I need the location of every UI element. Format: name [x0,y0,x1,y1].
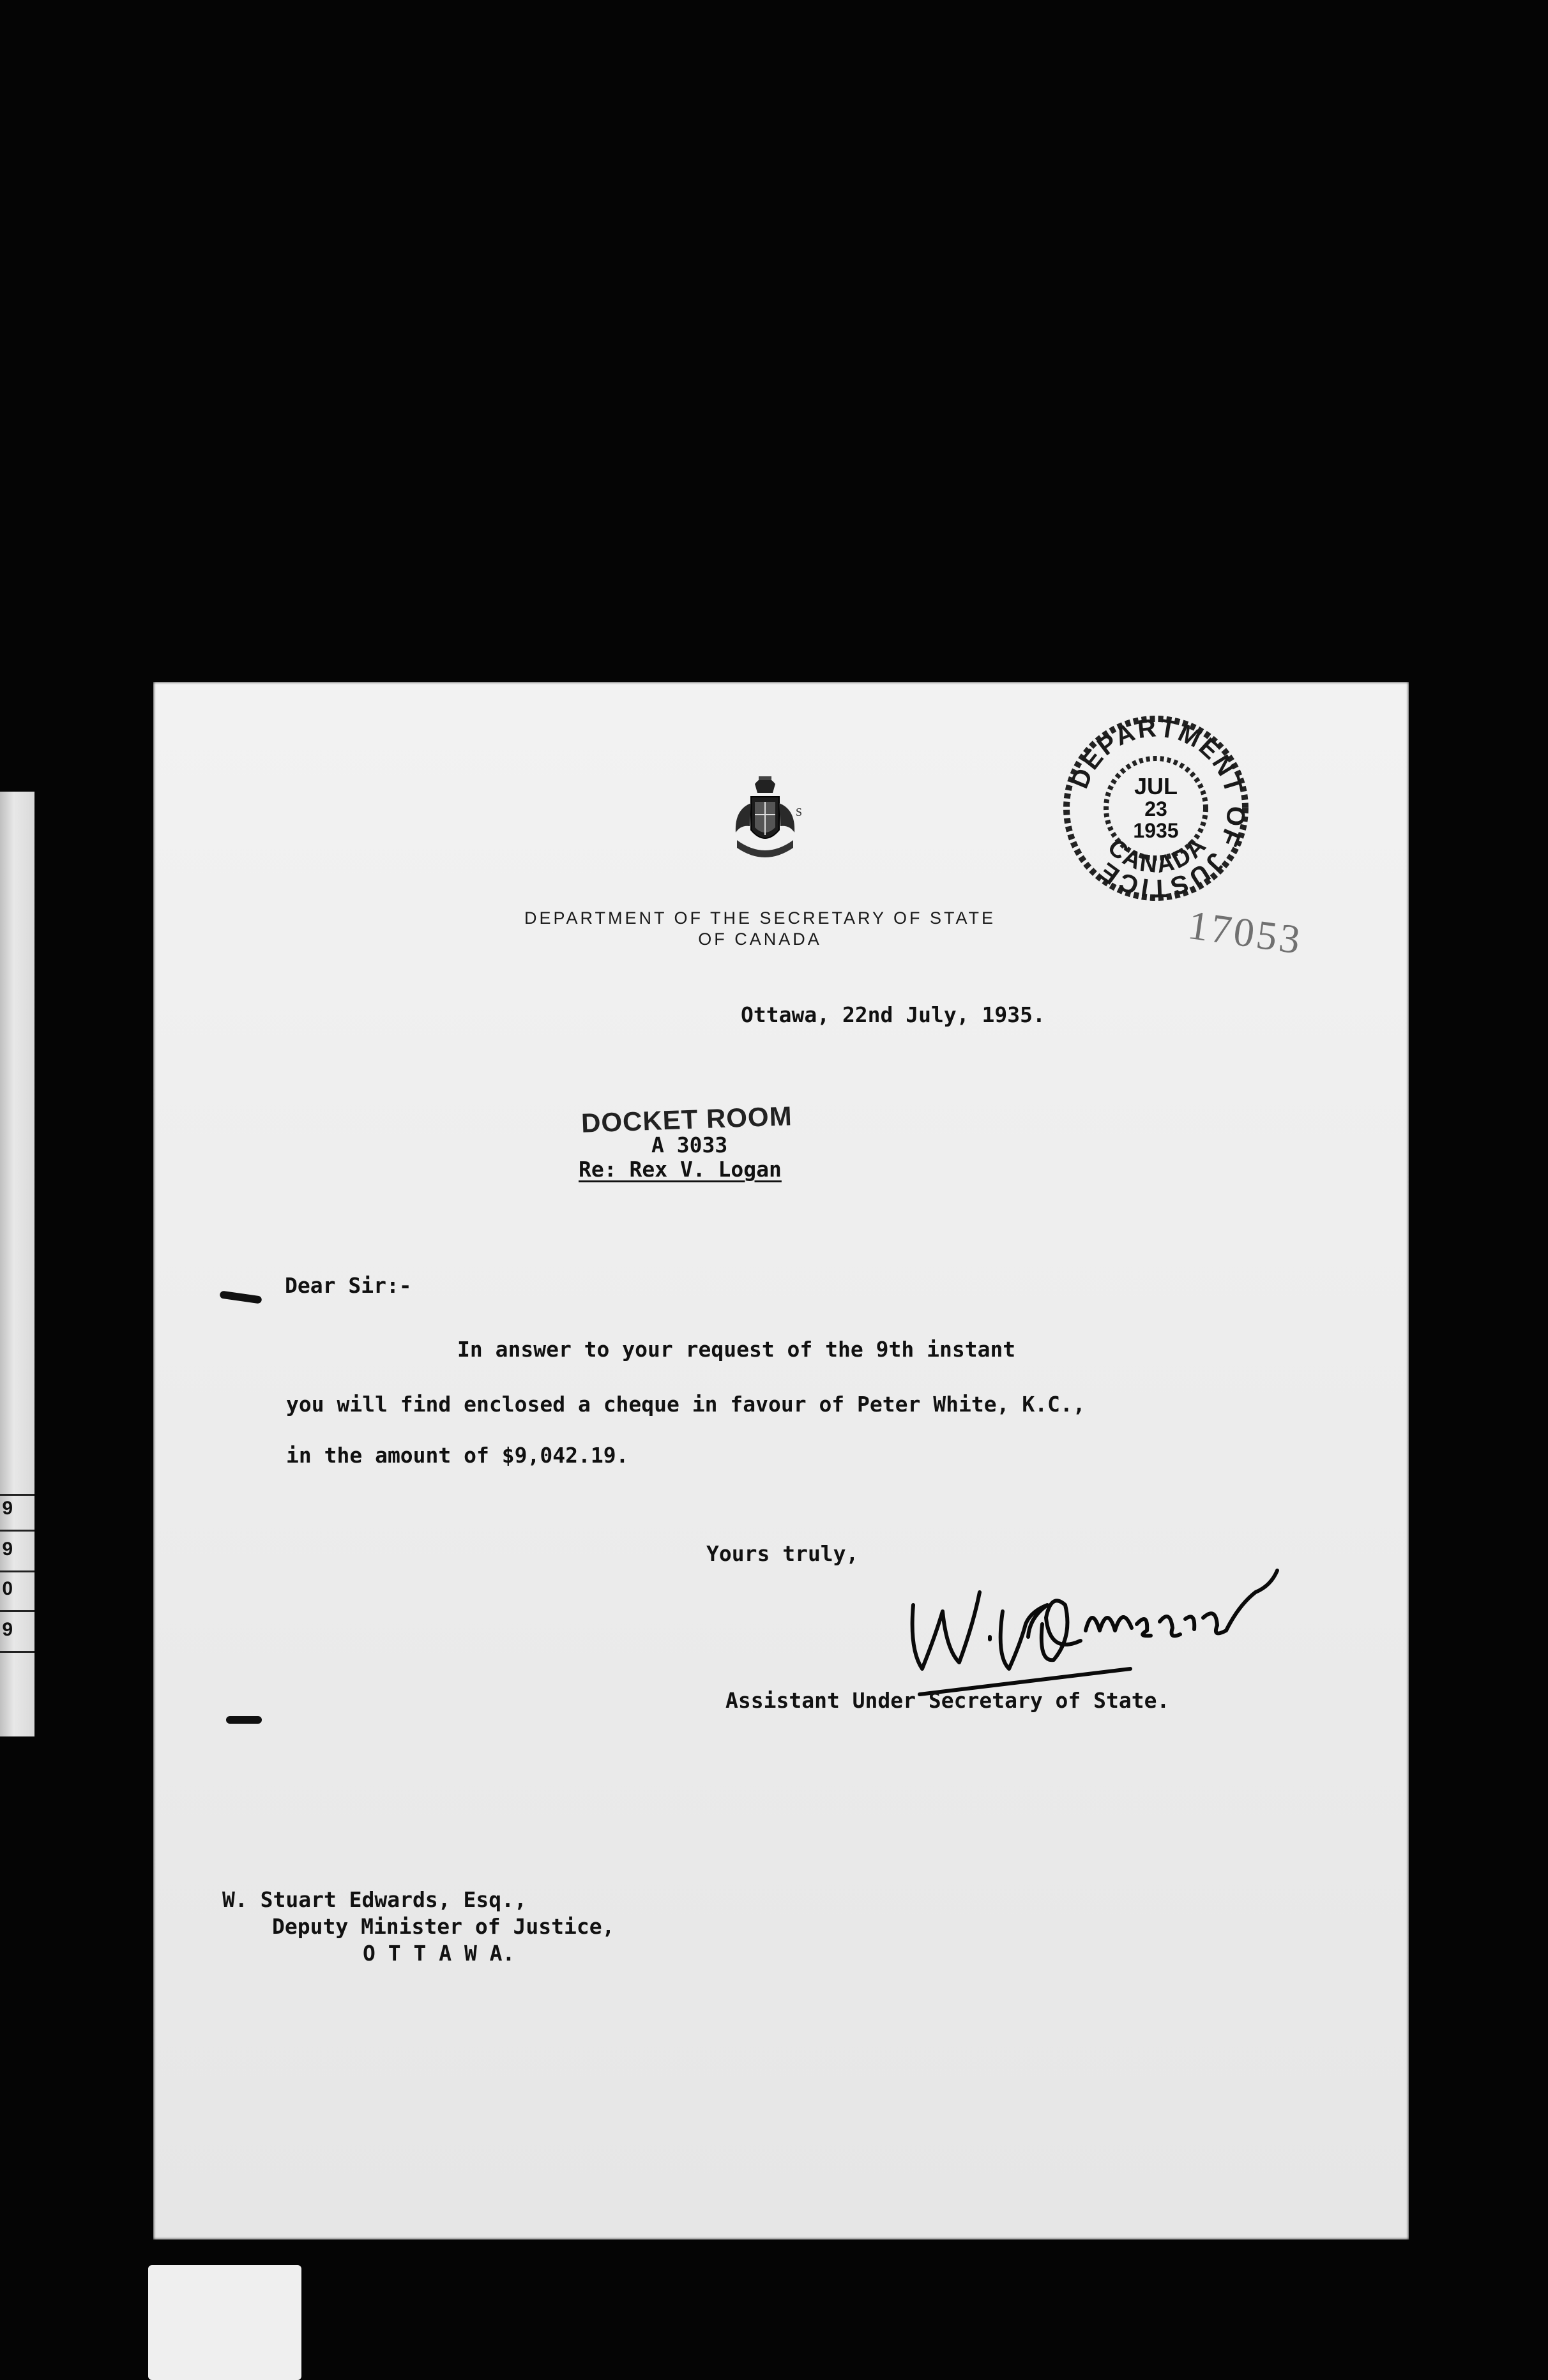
margin-mark [226,1716,262,1724]
received-date-stamp [1060,712,1252,904]
strip-number: 9 [2,1539,13,1560]
stamp-year: 1935 [1133,819,1179,842]
letterhead [498,908,1022,950]
strip-rule [0,1570,34,1572]
addressee-city: O T T A W A. [363,1941,515,1966]
closing: Yours truly, [706,1541,859,1566]
signatory-title: Assistant Under Secretary of State. [725,1688,1170,1713]
strip-rule [0,1610,34,1612]
stamp-country: CANADA [1102,831,1213,879]
addressee-title: Deputy Minister of Justice, [272,1914,615,1939]
body-line-2: you will find enclosed a cheque in favour of Peter White, K.C., [286,1392,1086,1417]
date-line: Ottawa, 22nd July, 1935. [741,1002,1045,1027]
stamp-day: 23 [1144,797,1167,820]
file-number: 17053 [1185,901,1306,963]
adjacent-page-strip [0,792,34,1736]
scanner-tab [148,2265,301,2380]
strip-number: 0 [2,1578,13,1599]
letterhead-line-1: DEPARTMENT OF THE SECRETARY OF STATE [524,908,996,928]
body-line-1: In answer to your request of the 9th instant [457,1337,1016,1362]
margin-mark [219,1290,262,1304]
strip-number: 9 [2,1498,13,1519]
stamp-outer-text: DEPARTMENT OF JUSTICE [1065,714,1250,903]
addressee-name: W. Stuart Edwards, Esq., [222,1887,527,1912]
body-line-3: in the amount of $9,042.19. [286,1443,629,1468]
handwritten-signature [894,1509,1303,1701]
strip-number: 9 [2,1619,13,1640]
strip-rule [0,1530,34,1532]
svg-text:S: S [796,806,803,818]
docket-room-stamp: DOCKET ROOM [580,1101,793,1138]
stamp-month: JUL [1134,773,1178,799]
docket-number: A 3033 [651,1133,728,1157]
letterhead-line-2: OF CANADA [698,930,822,949]
salutation: Dear Sir:- [285,1273,412,1298]
strip-rule [0,1651,34,1653]
reference-line: Re: Rex V. Logan [579,1157,782,1182]
strip-rule [0,1494,34,1496]
coat-of-arms-icon [722,771,808,866]
letter-page [153,682,1409,2240]
